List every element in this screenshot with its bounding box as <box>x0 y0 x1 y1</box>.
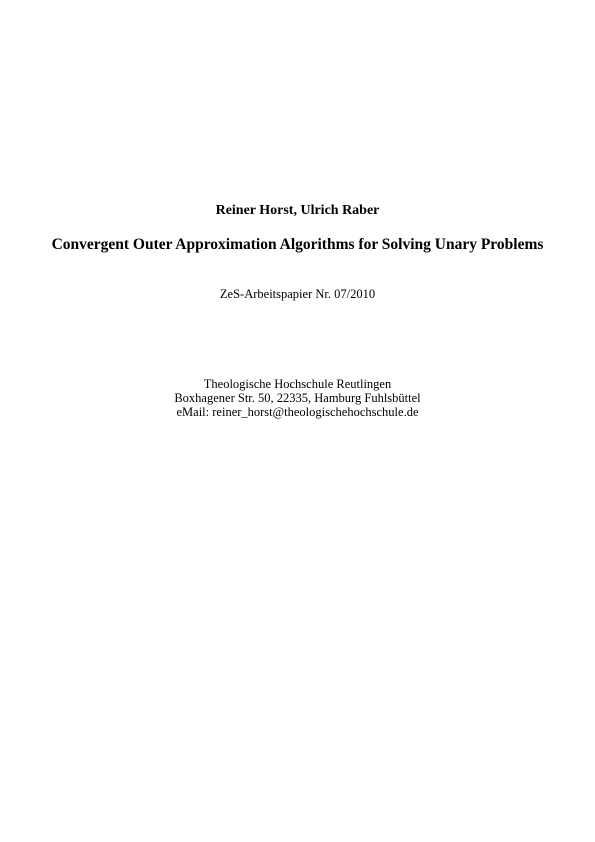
contact-address <box>0 377 595 419</box>
email-address: eMail: reiner_horst@theologischehochschule.de <box>176 405 419 419</box>
institution-name: Theologische Hochschule Reutlingen <box>203 377 392 391</box>
paper-title: Convergent Outer Approximation Algorithms for Solving Unary Problems <box>51 236 544 253</box>
author-names: Reiner Horst, Ulrich Raber <box>215 203 380 218</box>
working-paper-number: ZeS-Arbeitspapier Nr. 07/2010 <box>219 287 376 301</box>
street-address: Boxhagener Str. 50, 22335, Hamburg Fuhlsbüttel <box>174 391 421 405</box>
